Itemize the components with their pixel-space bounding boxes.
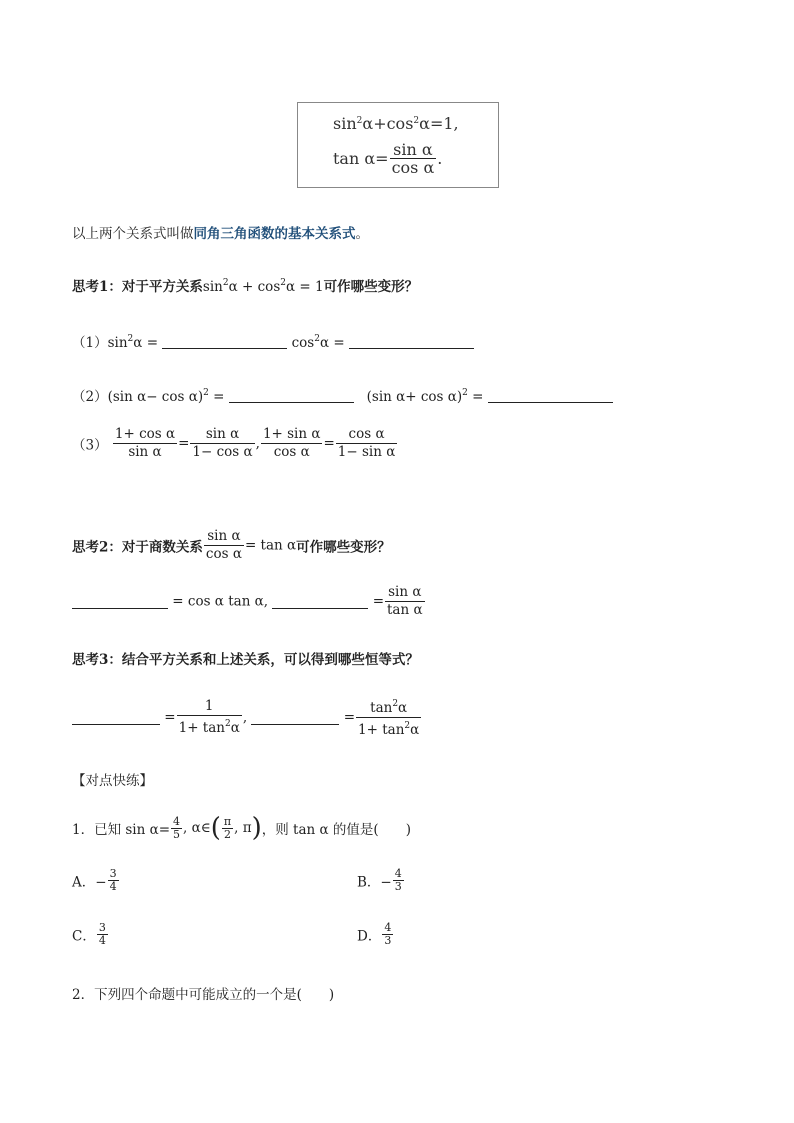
think2-row: = cos α tan α, = $\frac{\text{sin α}}{\text{tan α}}$	[72, 584, 426, 619]
think1-item-3: （3） $\frac{\text{1+ cos α}}{\text{sin α}}$ = $\frac{\text{sin α}}{\text{1− cos α}}$ , $\frac{\text{1+ sin α}}{\text{cos α}}$ = $\frac{\text{cos α}}{\text{1− sin α}}$	[72, 426, 396, 460]
think2-heading: 思考2：对于商数关系 $\frac{\text{sin α}}{\text{cos α}}$ = tan α可作哪些变形？	[72, 528, 391, 562]
tan-fraction: $\frac{\text{sin α}}{\text{cos α}}$	[391, 140, 435, 177]
answer-blank[interactable]	[72, 594, 168, 609]
think3-heading: 思考3：结合平方关系和上述关系，可以得到哪些恒等式？	[72, 652, 419, 668]
highlight-term: 同角三角函数的基本关系式	[193, 226, 356, 242]
practice-heading: 【对点快练】	[72, 773, 153, 789]
formula-line-2: tan α= $\frac{\text{sin α}}{\text{cos α}}$ .	[333, 140, 443, 177]
option-b[interactable]: B．− $\frac{4}{3}$	[357, 867, 402, 893]
think1-heading: 思考1：对于平方关系$\sin^2\alpha + \cos^2\alpha = 1$可作哪些变形？	[72, 278, 419, 295]
question-1: 1．已知 sin α= $\frac{4}{5}$ , α∈( $\frac{\pi}{2}$ , π)，则 tan α 的值是( )	[72, 813, 411, 843]
question-2: 2．下列四个命题中可能成立的一个是( )	[72, 987, 335, 1003]
answer-blank[interactable]	[349, 334, 474, 349]
answer-blank[interactable]	[488, 388, 613, 403]
answer-blank[interactable]	[162, 334, 287, 349]
answer-blank[interactable]	[72, 710, 160, 725]
formula-line-1: $\sin^2\alpha+\cos^2\alpha=1$,	[333, 114, 459, 133]
option-d[interactable]: D． $\frac{4}{3}$	[357, 921, 392, 947]
option-c[interactable]: C． $\frac{3}{4}$	[72, 921, 106, 947]
think1-item-1: $(1)\sin^2\alpha = \cos^2\alpha$ =	[72, 331, 474, 351]
option-a[interactable]: A．− $\frac{3}{4}$	[72, 867, 117, 893]
think1-item-2: （2）(sin α− cos α)$^2$ = (sin α+ cos α)$^2$ =	[72, 385, 613, 405]
intro-text: 以上两个关系式叫做同角三角函数的基本关系式。	[72, 226, 369, 242]
answer-blank[interactable]	[272, 594, 368, 609]
think3-row: = $\frac{1}{1+ \tan^2\alpha}$ , = $\frac{\tan^2\alpha}{1+ \tan^2\alpha}$	[72, 696, 422, 739]
answer-blank[interactable]	[251, 710, 339, 725]
answer-blank[interactable]	[229, 388, 354, 403]
